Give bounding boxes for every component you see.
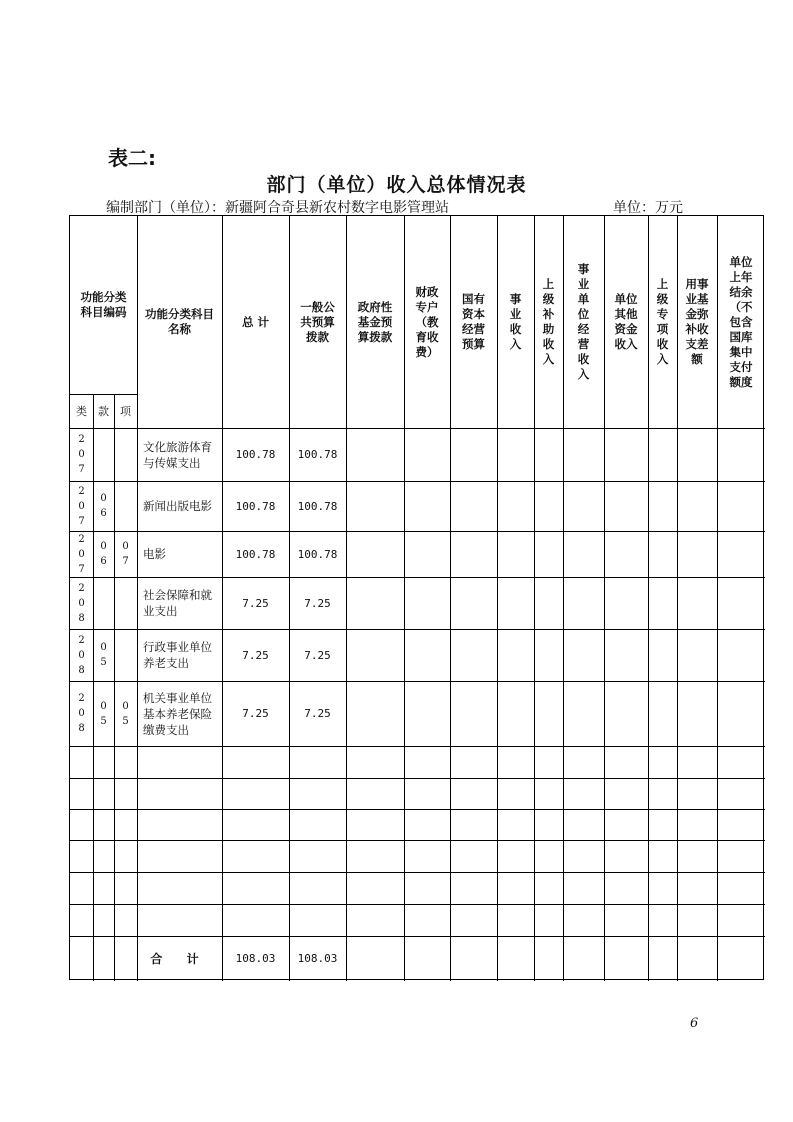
header-sub-lei-text: 类 xyxy=(76,405,87,418)
header-business-income xyxy=(497,216,534,428)
row-general-text: 100.78 xyxy=(297,448,338,461)
row-general-text: 7.25 xyxy=(304,648,331,662)
footer-label-text: 合 计 xyxy=(150,952,209,966)
page-number: 6 xyxy=(690,1016,699,1031)
header-func-code-text: 功能分类科目编码 xyxy=(80,290,127,319)
row-name xyxy=(137,481,222,531)
row-kuan xyxy=(93,577,114,629)
row-name-text: 行政事业单位养老支出 xyxy=(143,640,212,670)
row-general xyxy=(289,681,346,746)
row-lei-text: 208 xyxy=(78,693,85,734)
row-general xyxy=(289,531,346,577)
table-rule xyxy=(70,904,765,905)
row-kuan xyxy=(93,531,114,577)
header-upper-subsidy-text: 上级补助收入 xyxy=(542,277,555,366)
footer-label xyxy=(137,936,222,981)
row-name-text: 机关事业单位基本养老保险缴费支出 xyxy=(143,690,212,737)
row-general xyxy=(289,428,346,481)
row-name xyxy=(137,629,222,681)
header-unit-other xyxy=(604,216,648,428)
row-total xyxy=(222,577,289,629)
row-kuan-text: 05 xyxy=(100,642,107,668)
row-xiang xyxy=(114,531,137,577)
table-label: 表二: xyxy=(108,146,156,170)
header-carryover xyxy=(717,216,765,428)
row-lei-text: 208 xyxy=(78,582,85,624)
row-name-text: 文化旅游体育与传媒支出 xyxy=(143,439,212,470)
row-xiang xyxy=(114,428,137,481)
header-gov-fund-text: 政府性基金预算拨款 xyxy=(357,299,393,344)
footer-general-text: 108.03 xyxy=(297,952,338,965)
row-kuan-text: 06 xyxy=(100,541,107,567)
header-fund-balance-text: 用事业基金弥补收支差额 xyxy=(685,277,709,366)
header-sub-xiang xyxy=(114,394,137,428)
table-rule xyxy=(70,809,765,810)
row-xiang xyxy=(114,681,137,746)
row-total-text: 100.78 xyxy=(235,448,276,461)
row-total-text: 7.25 xyxy=(242,648,269,662)
row-lei xyxy=(70,681,93,746)
row-kuan xyxy=(93,629,114,681)
row-name xyxy=(137,428,222,481)
row-total xyxy=(222,531,289,577)
row-general-text: 7.25 xyxy=(304,707,331,720)
table-rule xyxy=(70,746,765,747)
header-general-budget-text: 一般公共预算拨款 xyxy=(300,299,335,344)
row-kuan xyxy=(93,681,114,746)
row-lei-text: 207 xyxy=(78,533,85,575)
income-table xyxy=(69,215,764,980)
header-state-capital-text: 国有资本经营预算 xyxy=(462,292,485,351)
header-func-name-text: 功能分类科目名称 xyxy=(145,307,214,336)
row-general-text: 7.25 xyxy=(304,596,331,610)
row-general-text: 100.78 xyxy=(297,499,338,513)
footer-general xyxy=(289,936,346,981)
header-carryover-text: 单位上年结余（不包含国库集中支付额度 xyxy=(729,254,753,389)
header-business-unit-income-text: 事业单位经营收入 xyxy=(577,262,590,381)
row-total xyxy=(222,481,289,531)
row-xiang xyxy=(114,481,137,531)
row-name-text: 新闻出版电影 xyxy=(143,499,212,513)
row-total xyxy=(222,629,289,681)
row-general-text: 100.78 xyxy=(297,547,338,561)
row-xiang xyxy=(114,629,137,681)
row-total xyxy=(222,428,289,481)
header-fiscal-special-text: 财政专户（教育收费） xyxy=(415,284,439,359)
header-sub-kuan-text: 款 xyxy=(98,405,109,418)
row-kuan-text: 05 xyxy=(100,700,107,727)
row-kuan xyxy=(93,481,114,531)
row-xiang xyxy=(114,577,137,629)
header-upper-subsidy xyxy=(534,216,563,428)
row-xiang-text: 07 xyxy=(122,541,129,567)
row-kuan-text: 06 xyxy=(100,493,107,519)
header-sub-lei xyxy=(70,394,93,428)
header-fiscal-special xyxy=(404,216,450,428)
header-func-code xyxy=(70,216,137,394)
header-business-unit-income xyxy=(563,216,604,428)
footer-total-text: 108.03 xyxy=(235,952,276,965)
header-total xyxy=(222,216,289,428)
row-total-text: 100.78 xyxy=(235,499,276,513)
page-title: 部门（单位）收入总体情况表 xyxy=(266,174,527,196)
table-rule xyxy=(70,872,765,873)
row-lei xyxy=(70,428,93,481)
header-general-budget xyxy=(289,216,346,428)
header-sub-xiang-text: 项 xyxy=(120,405,131,418)
row-name xyxy=(137,577,222,629)
row-lei-text: 207 xyxy=(78,485,85,527)
table-rule xyxy=(70,840,765,841)
header-func-name xyxy=(137,216,222,428)
row-name xyxy=(137,681,222,746)
row-kuan xyxy=(93,428,114,481)
header-total-text: 总 计 xyxy=(241,314,269,329)
row-lei xyxy=(70,629,93,681)
header-gov-fund xyxy=(346,216,404,428)
footer-total xyxy=(222,936,289,981)
row-total xyxy=(222,681,289,746)
row-general xyxy=(289,481,346,531)
table-rule xyxy=(70,778,765,779)
header-upper-special xyxy=(648,216,677,428)
org-line: 编制部门（单位）：新疆阿合奇县新农村数字电影管理站 xyxy=(106,200,449,216)
row-name-text: 社会保障和就业支出 xyxy=(143,588,212,618)
row-lei-text: 208 xyxy=(78,634,85,676)
header-business-income-text: 事业收入 xyxy=(509,292,522,351)
row-xiang-text: 05 xyxy=(122,700,129,727)
row-lei xyxy=(70,577,93,629)
row-name-text: 电影 xyxy=(143,547,166,561)
header-state-capital xyxy=(450,216,497,428)
row-general xyxy=(289,629,346,681)
header-sub-kuan xyxy=(93,394,114,428)
row-total-text: 100.78 xyxy=(235,547,276,561)
unit-label: 单位：万元 xyxy=(613,200,683,216)
row-total-text: 7.25 xyxy=(242,596,269,610)
row-lei xyxy=(70,481,93,531)
row-name xyxy=(137,531,222,577)
row-total-text: 7.25 xyxy=(242,707,269,720)
row-general xyxy=(289,577,346,629)
header-fund-balance xyxy=(677,216,717,428)
row-lei-text: 207 xyxy=(78,434,85,475)
header-unit-other-text: 单位其他资金收入 xyxy=(614,292,638,351)
row-lei xyxy=(70,531,93,577)
header-upper-special-text: 上级专项收入 xyxy=(656,277,669,366)
